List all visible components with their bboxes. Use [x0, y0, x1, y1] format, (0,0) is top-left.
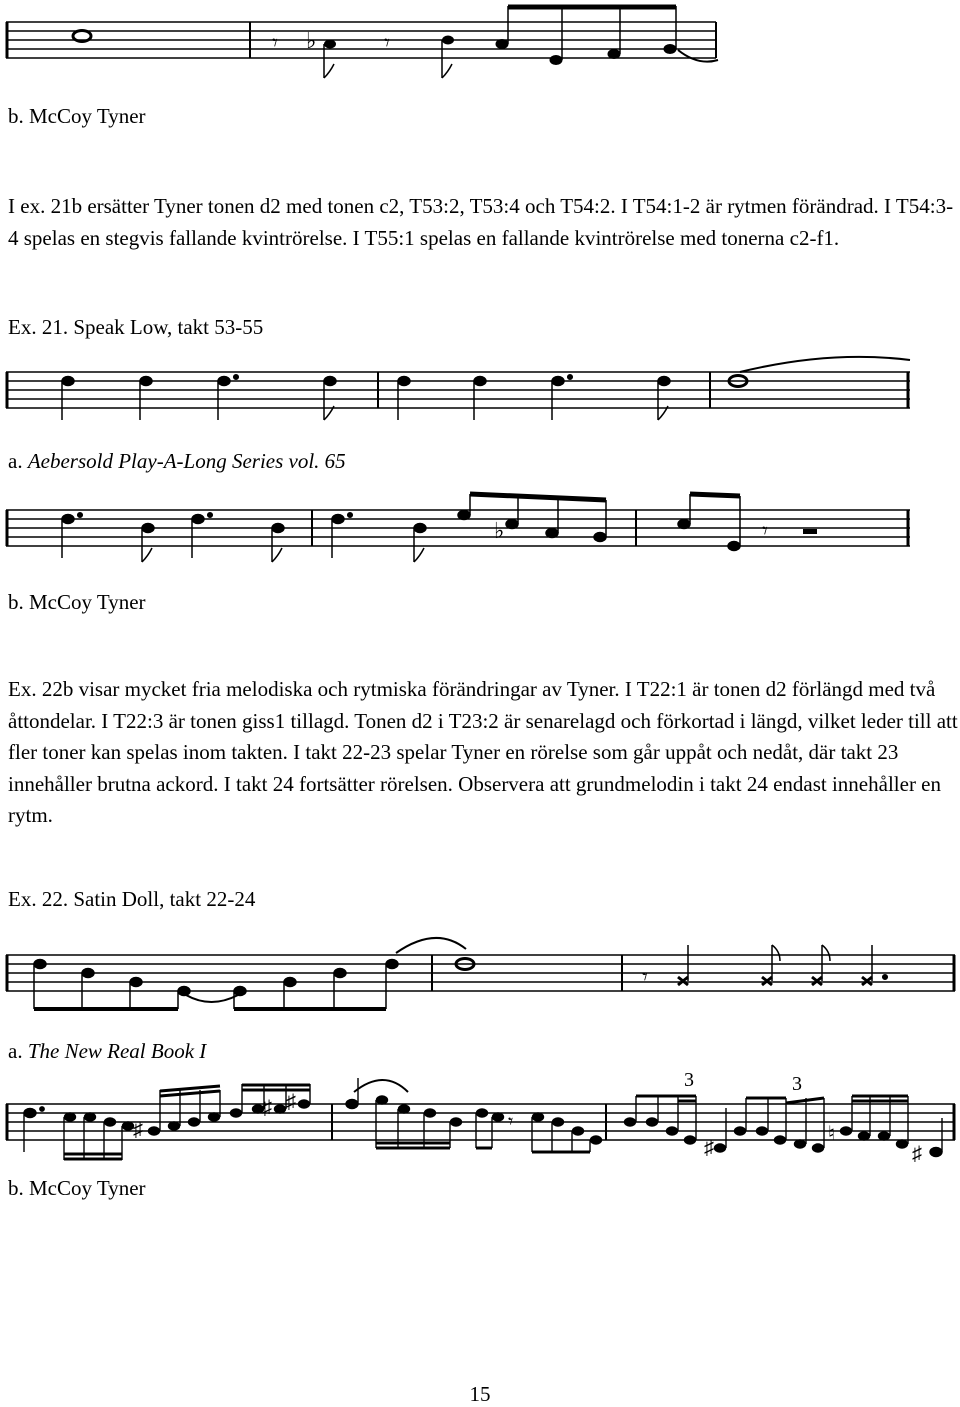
- svg-text:♭: ♭: [306, 28, 317, 53]
- svg-text:♯: ♯: [133, 1119, 143, 1141]
- label-ex22a-source: The New Real Book I: [27, 1039, 207, 1063]
- svg-text:♯: ♯: [912, 1143, 922, 1165]
- paragraph-ex21-commentary: I ex. 21b ersätter Tyner tonen d2 med tonen c2, T53:2, T53:4 och T54:2. I T54:1-2 är rytmen förändrad. I T54:3-4 spelas en stegvis fallande kvintrörelse. I T55:1 spelas en fallande kvintrörelse med tonerna c2-f1.: [8, 194, 954, 250]
- music-staff-ex21a: [0, 350, 960, 445]
- label-ex22b: b. McCoy Tyner: [8, 1176, 146, 1200]
- svg-text:♯: ♯: [286, 1091, 296, 1113]
- svg-text:♯: ♯: [262, 1097, 272, 1119]
- label-ex21a: [8, 446, 346, 477]
- music-staff-ex22b: [0, 1068, 960, 1176]
- label-ex21a-source: Aebersold Play-A-Long Series vol. 65: [27, 449, 346, 473]
- label-ex20b: b. McCoy Tyner: [8, 104, 146, 128]
- svg-text:𝄾: 𝄾: [508, 1111, 514, 1133]
- svg-text:𝄾: 𝄾: [762, 518, 768, 543]
- tuplet-mark-2: 3: [792, 1073, 802, 1095]
- label-ex22a: [8, 1036, 206, 1067]
- music-staff-ex22a: [0, 935, 960, 1035]
- heading-ex22: Ex. 22. Satin Doll, takt 22-24: [8, 887, 256, 911]
- music-staff-ex20b: [0, 0, 960, 100]
- label-ex21a-prefix: a.: [8, 449, 28, 473]
- music-staff-ex21b: [0, 480, 960, 580]
- label-ex21b: b. McCoy Tyner: [8, 590, 146, 614]
- heading-ex21: Ex. 21. Speak Low, takt 53-55: [8, 315, 264, 339]
- tuplet-mark-1: 3: [684, 1069, 694, 1091]
- svg-text:♮: ♮: [828, 1123, 836, 1145]
- svg-text:𝄾: 𝄾: [642, 964, 648, 989]
- paragraph-ex22-commentary: Ex. 22b visar mycket fria melodiska och rytmiska förändringar av Tyner. I T22:1 är tonen d2 förlängd med två åttondelar. I T22:3 är tonen giss1 tillagd. Tonen d2 i T23:2 är senarelagd och förkortad i längd, vilket leder till att fler toner kan spelas inom takten. I takt 22-23 spelar Tyner en rörelse som går uppåt och nedåt, där takt 23 innehåller brutna ackord. I takt 24 fortsätter rörelsen. Observera att grundmelodin i takt 24 endast innehåller en rytm.: [8, 677, 958, 827]
- svg-text:♯: ♯: [704, 1137, 714, 1159]
- svg-text:𝄾: 𝄾: [272, 30, 278, 55]
- page-number: 15: [469, 1382, 491, 1406]
- label-ex22a-prefix: a.: [8, 1039, 28, 1063]
- svg-text:𝄾: 𝄾: [384, 30, 390, 55]
- svg-text:♭: ♭: [494, 518, 505, 543]
